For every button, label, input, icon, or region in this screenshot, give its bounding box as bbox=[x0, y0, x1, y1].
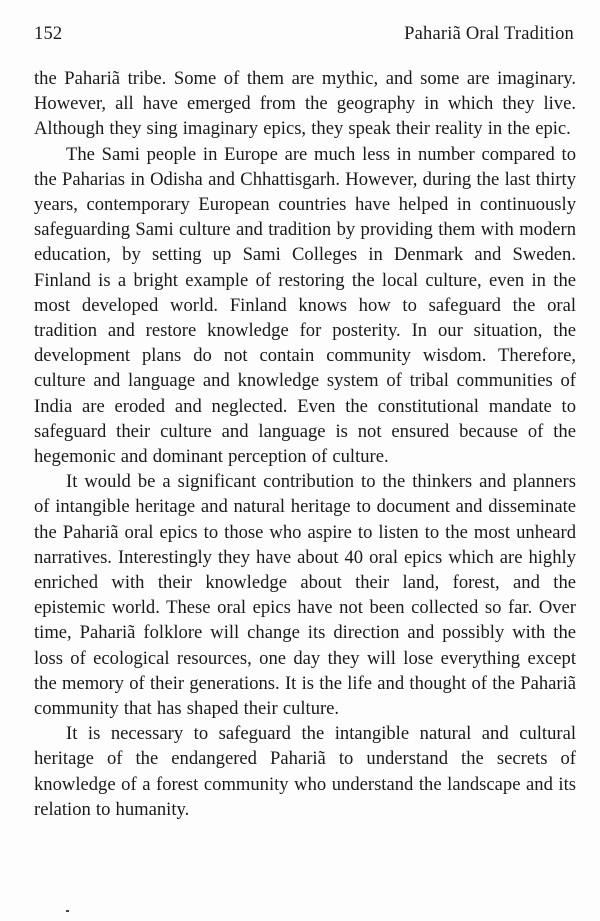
paragraph-sami-people: The Sami people in Europe are much less in number compared to the Paharias in Odisha and Chhattisgarh. However, during the last thirty years, contemporary European countries have helped in continuously safeguarding Sami culture and tradition by providing them with modern education, by setting up Sami Colleges in Denmark and Sweden. Finland is a bright example of restoring the local culture, even in the most developed world. Finland knows how to safeguard the oral tradition and restore knowledge for posterity. In our situation, the development plans do not contain community wisdom. Therefore, culture and language and knowledge system of tribal communities of India are eroded and neglected. Even the constitutional mandate to safeguard their culture and language is not ensured because of the hegemonic and dominant perception of culture. bbox=[34, 143, 576, 468]
page-number: 152 bbox=[34, 24, 63, 44]
paragraph-continued: the Pahariã tribe. Some of them are mythic, and some are imaginary. However, all have emerged from the geography in which they live. Although they sing imaginary epics, they speak their reality in the epic. bbox=[34, 68, 576, 140]
running-title: Pahariã Oral Tradition bbox=[404, 24, 574, 44]
body-text bbox=[34, 66, 576, 822]
paragraph-significant-contribution: It would be a significant contribution to the thinkers and planners of intangible heritage and natural heritage to document and disseminate the Pahariã oral epics to those who aspire to listen to the most unheard narratives. Interestingly they have about 40 oral epics which are highly enriched with their knowledge about their land, forest, and the epistemic world. These oral epics have not been collected so far. Over time, Pahariã folklore will change its direction and possibly with the loss of ecological resources, one day they will lose everything except the memory of their generations. It is the life and thought of the Pahariã community that has shaped their culture. bbox=[34, 471, 576, 720]
print-speck bbox=[66, 910, 69, 912]
paragraph-safeguard-heritage: It is necessary to safeguard the intangible natural and cultural heritage of the endangered Pahariã to understand the secrets of knowledge of a forest community who understand the landscape and its relation to humanity. bbox=[34, 723, 576, 820]
running-header bbox=[34, 24, 574, 50]
